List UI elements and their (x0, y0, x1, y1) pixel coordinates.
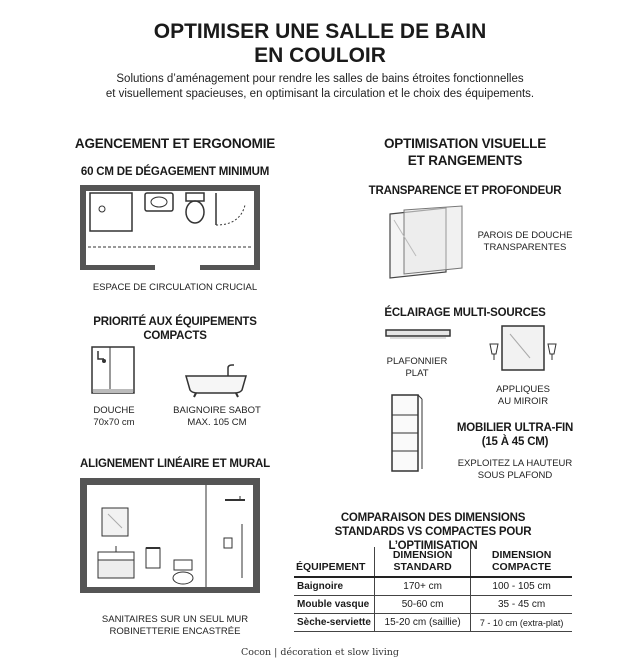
transparency-caption-line-2: TRANSPARENTES (483, 242, 567, 253)
sconce-caption-line-2: AU MIROIR (497, 396, 549, 407)
ceiling-light-icon (384, 328, 452, 342)
comparison-table (294, 547, 572, 632)
mirror-sconces-icon (486, 324, 560, 374)
shower-caption-line-1: DOUCHE (93, 405, 135, 416)
table-cell: 15-20 cm (saillie) (374, 614, 470, 632)
bathtub-caption-line-1: BAIGNOIRE SABOT (173, 405, 261, 416)
right-heading-line-2: ET RANGEMENTS (407, 153, 523, 168)
page-title (0, 20, 640, 68)
lighting-title: ÉCLAIRAGE MULTI-SOURCES (384, 307, 546, 319)
linear-caption-line-1: SANITAIRES SUR UN SEUL MUR (101, 614, 249, 625)
subtitle-line-2: et visuellement spacieuses, en optimisant la circulation et le choix des équipements. (105, 88, 535, 100)
furniture-caption-line-1: EXPLOITEZ LA HAUTEUR (457, 458, 573, 469)
title-line-2: EN COULOIR (254, 44, 386, 67)
subtitle-line-1: Solutions d’aménagement pour rendre les salles de bains étroites fonctionnelles (116, 73, 524, 85)
table-cell: 7 - 10 cm (extra-plat) (471, 614, 572, 632)
table-cell: 35 - 45 cm (471, 596, 572, 614)
furniture-title-line-1: MOBILIER ULTRA-FIN (456, 422, 574, 434)
linear-bathroom-illustration (80, 478, 265, 598)
right-heading-line-1: OPTIMISATION VISUELLE (383, 136, 547, 151)
clearance-caption: ESPACE DE CIRCULATION CRUCIAL (92, 282, 258, 293)
furniture-title (445, 421, 585, 449)
table-cell: 170+ cm (374, 577, 470, 596)
footer-credit: Cocon | décoration et slow living (241, 647, 399, 658)
comparison-title-line-2: STANDARDS VS COMPACTES POUR L’OPTIMISATION (334, 526, 532, 552)
header-standard: DIMENSION STANDARD (374, 547, 470, 577)
clearance-title: 60 CM DE DÉGAGEMENT MINIMUM (80, 166, 270, 178)
table-cell: 50-60 cm (374, 596, 470, 614)
bathtub-caption (172, 405, 262, 429)
compact-title (60, 315, 290, 343)
linear-title: ALIGNEMENT LINÉAIRE ET MURAL (80, 458, 270, 470)
bathtub-caption-line-2: MAX. 105 CM (187, 417, 247, 428)
sconce-caption (478, 384, 568, 408)
ceiling-caption-line-1: PLAFONNIER (386, 356, 448, 367)
title-line-1: OPTIMISER UNE SALLE DE BAIN (153, 20, 487, 43)
glass-panels-illustration (386, 206, 466, 281)
table-cell: Mouble vasque (294, 596, 374, 614)
comparison-title-line-1: COMPARAISON DES DIMENSIONS (340, 512, 526, 524)
compact-bathtub-icon (182, 362, 250, 398)
linear-caption-line-2: ROBINETTERIE ENCASTRÉE (109, 626, 241, 637)
header-equipment: ÉQUIPEMENT (294, 547, 374, 577)
shower-caption (74, 405, 154, 429)
linear-caption (60, 614, 290, 638)
sconce-caption-line-1: APPLIQUES (496, 384, 550, 395)
transparency-caption (465, 230, 585, 254)
furniture-caption (445, 458, 585, 482)
table-row (294, 596, 572, 614)
compact-title-line-2: COMPACTS (143, 330, 207, 342)
header-compact: DIMENSION COMPACTE (471, 547, 572, 577)
compact-shower-icon (90, 345, 138, 397)
compact-title-line-1: PRIORITÉ AUX ÉQUIPEMENTS (93, 316, 257, 328)
corridor-plan-illustration (80, 185, 265, 275)
table-cell: Baignoire (294, 577, 374, 596)
page-subtitle (40, 72, 600, 102)
table-cell: 100 - 105 cm (471, 577, 572, 596)
table-row (294, 577, 572, 596)
furniture-title-line-2: (15 À 45 CM) (481, 436, 549, 448)
slim-shelf-icon (390, 393, 424, 473)
table-cell: Sèche-serviette (294, 614, 374, 632)
ceiling-light-caption (372, 356, 462, 380)
table-row (294, 614, 572, 632)
left-heading: AGENCEMENT ET ERGONOMIE (74, 136, 276, 151)
ceiling-caption-line-2: PLAT (405, 368, 429, 379)
comparison-header-row (294, 547, 572, 577)
transparency-caption-line-1: PAROIS DE DOUCHE (477, 230, 573, 241)
furniture-caption-line-2: SOUS PLAFOND (477, 470, 553, 481)
transparency-title: TRANSPARENCE ET PROFONDEUR (368, 185, 562, 197)
shower-caption-line-2: 70x70 cm (93, 417, 135, 428)
right-heading (350, 135, 580, 169)
